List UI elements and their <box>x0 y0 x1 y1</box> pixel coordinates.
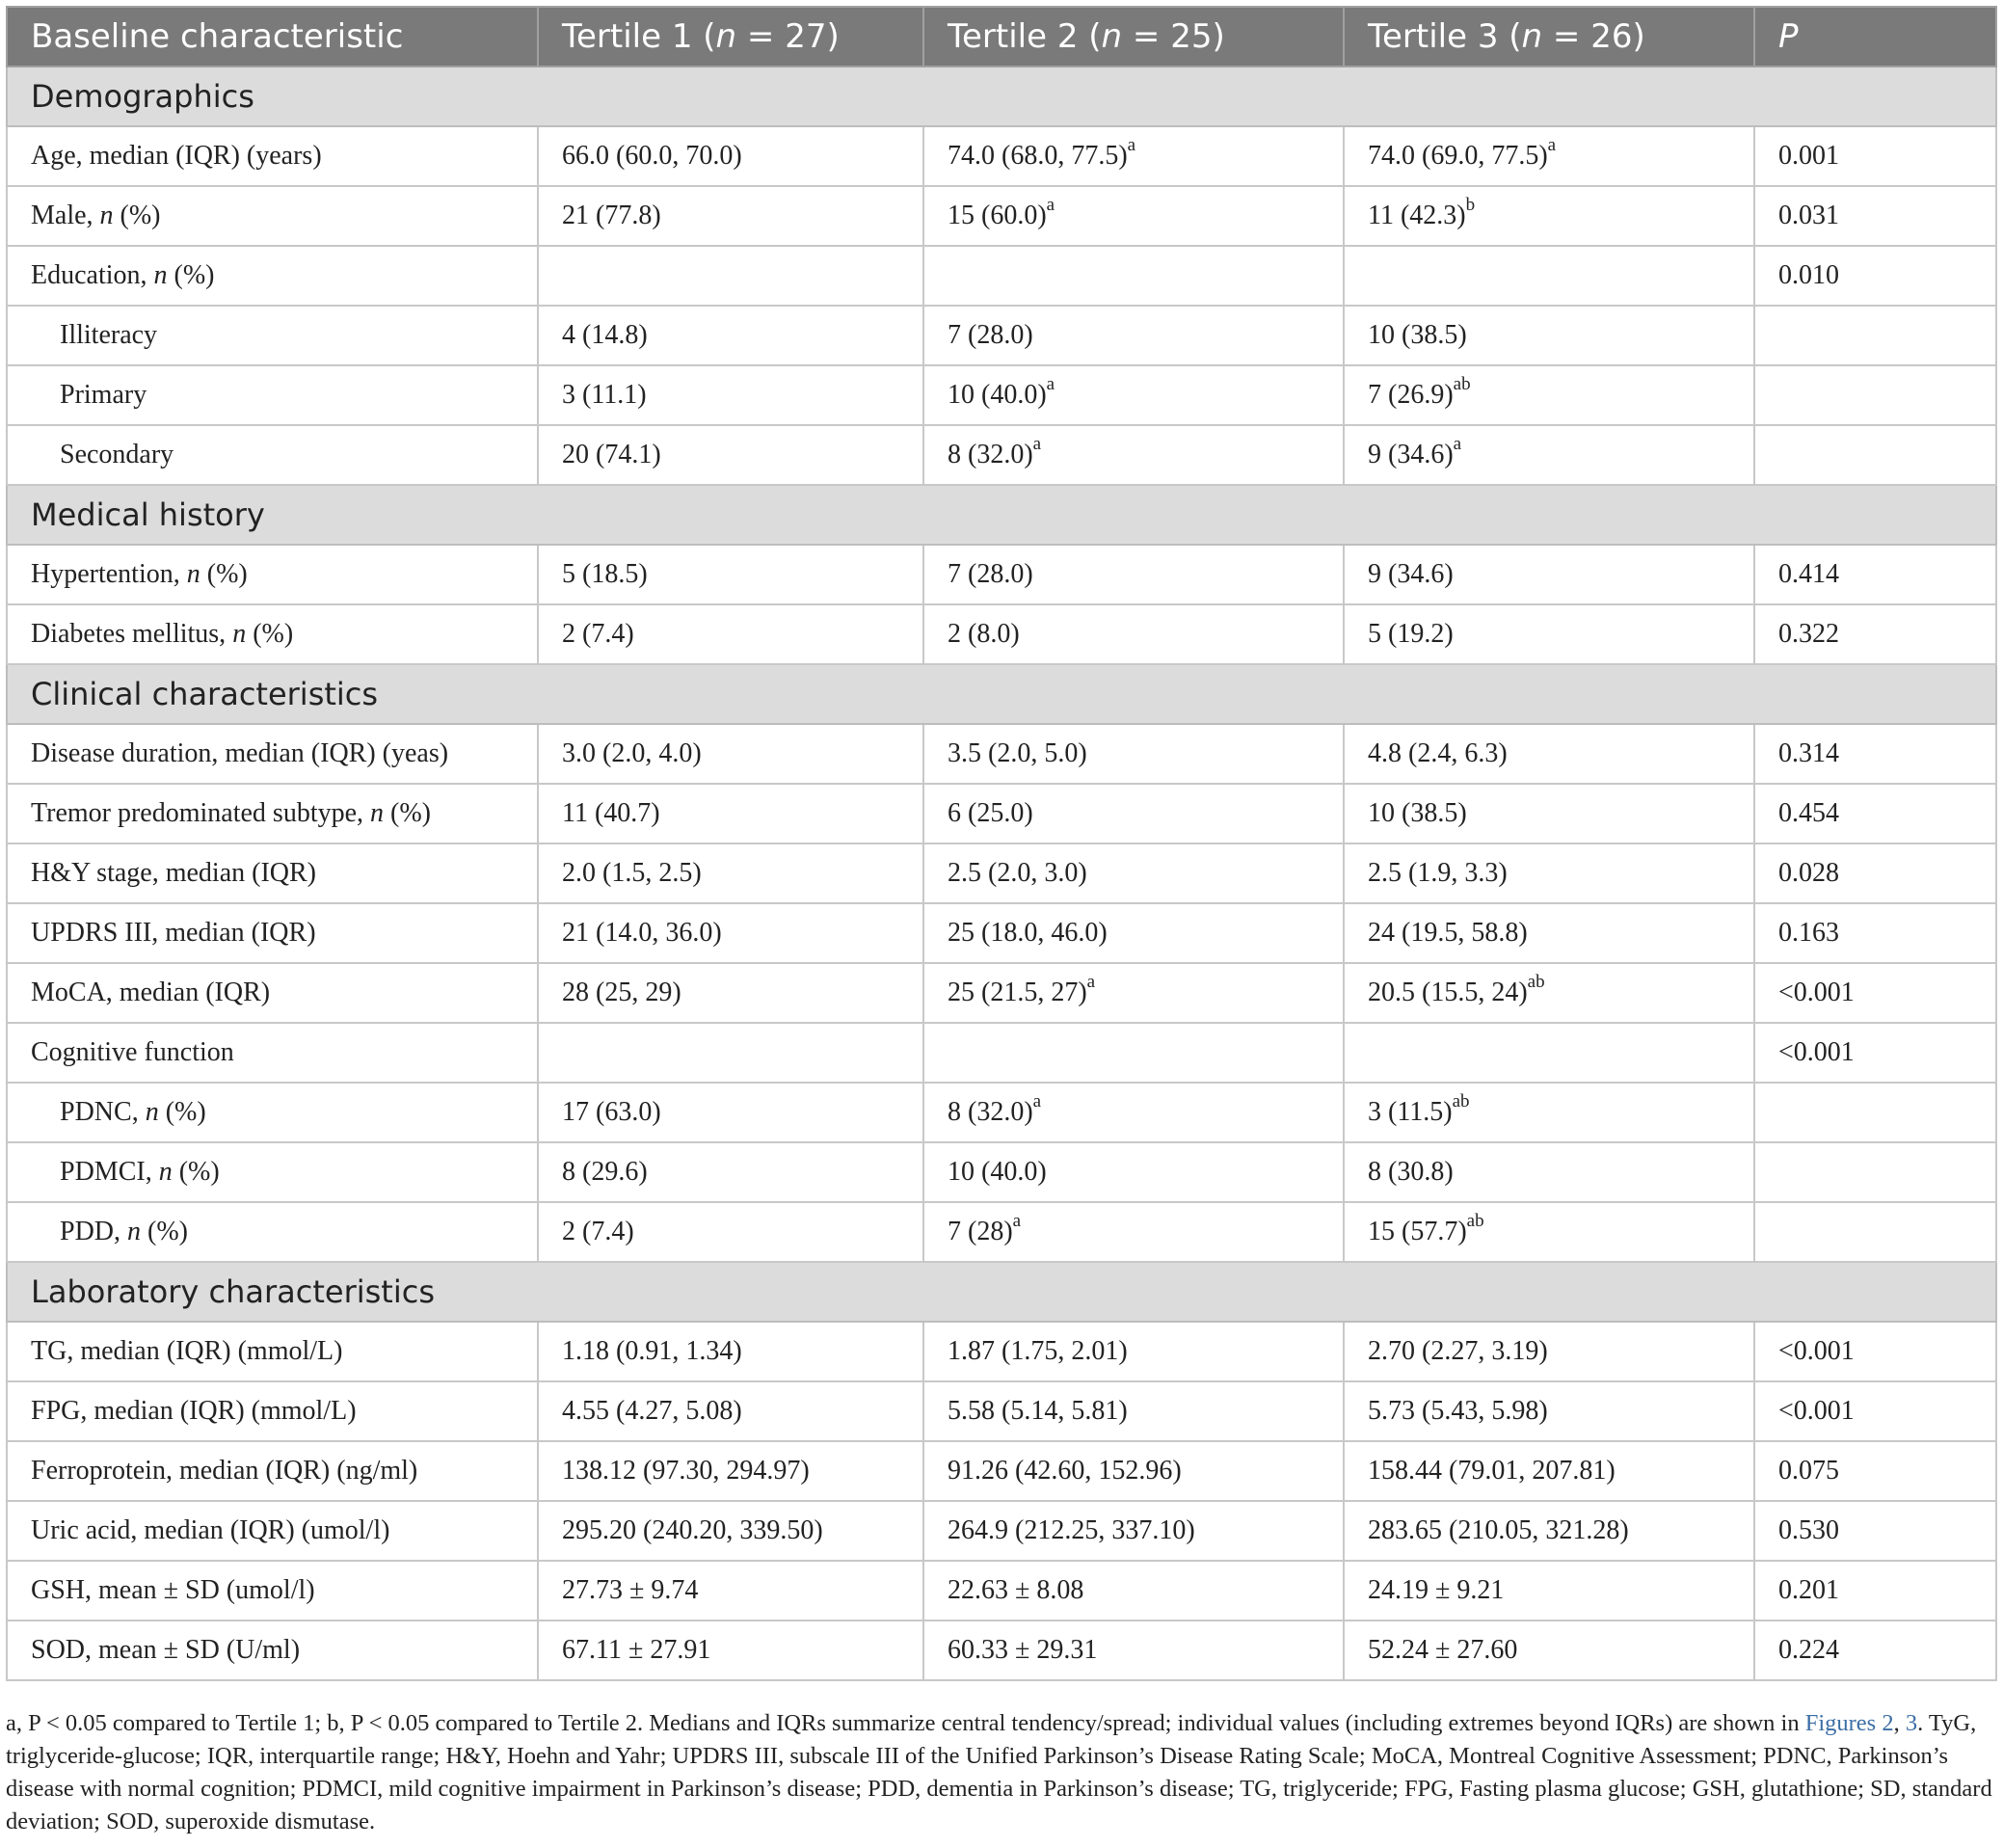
header-tertile-3: Tertile 3 (n = 26) <box>1344 7 1754 67</box>
significance-marker: a <box>1032 433 1042 454</box>
table-container <box>6 6 1995 1681</box>
p-value-cell: 0.075 <box>1754 1441 1996 1501</box>
cell-value: 3 (11.1) <box>562 380 647 410</box>
table-row <box>7 963 1996 1023</box>
cell-value: 8 (32.0) <box>948 440 1033 469</box>
cell-value: 8 (32.0) <box>948 1097 1033 1127</box>
p-value-cell <box>1754 425 1996 485</box>
header-tertile-2: Tertile 2 (n = 25) <box>923 7 1344 67</box>
table-row <box>7 1322 1996 1381</box>
cell-value: 283.65 (210.05, 321.28) <box>1368 1515 1629 1545</box>
row-label: TG, median (IQR) (mmol/L) <box>7 1322 538 1381</box>
tertile-2-cell <box>923 724 1344 784</box>
table-row <box>7 1561 1996 1620</box>
table-row <box>7 1142 1996 1202</box>
p-value-cell: 0.163 <box>1754 903 1996 963</box>
figures-2-link[interactable]: Figures 2 <box>1804 1710 1894 1736</box>
cell-value: 17 (63.0) <box>562 1097 661 1127</box>
row-label: Ferroprotein, median (IQR) (ng/ml) <box>7 1441 538 1501</box>
row-label: Uric acid, median (IQR) (umol/l) <box>7 1501 538 1561</box>
tertile-3-cell <box>1344 724 1754 784</box>
p-value-cell: 0.530 <box>1754 1501 1996 1561</box>
tertile-1-cell <box>538 186 923 246</box>
baseline-characteristics-table <box>6 6 1997 1681</box>
cell-value: 5 (19.2) <box>1368 619 1454 649</box>
significance-marker: a <box>1086 971 1096 992</box>
cell-value: 2 (7.4) <box>562 619 634 649</box>
row-label: Tremor predominated subtype, n (%) <box>7 784 538 844</box>
cell-value: 2.5 (2.0, 3.0) <box>948 858 1087 888</box>
tertile-1-cell <box>538 1501 923 1561</box>
p-value-cell: 0.322 <box>1754 604 1996 664</box>
tertile-1-cell <box>538 306 923 365</box>
table-row <box>7 365 1996 425</box>
cell-value: 10 (38.5) <box>1368 320 1467 350</box>
cell-value: 28 (25, 29) <box>562 978 681 1007</box>
p-value-cell <box>1754 1202 1996 1262</box>
cell-value: 3 (11.5) <box>1368 1097 1453 1127</box>
p-value-cell: 0.010 <box>1754 246 1996 306</box>
tertile-1-cell <box>538 604 923 664</box>
significance-marker: a <box>1453 433 1462 454</box>
tertile-3-cell <box>1344 903 1754 963</box>
row-label: FPG, median (IQR) (mmol/L) <box>7 1381 538 1441</box>
header-p-value: P <box>1754 7 1996 67</box>
p-value-cell <box>1754 1142 1996 1202</box>
table-row <box>7 126 1996 186</box>
row-label: Age, median (IQR) (years) <box>7 126 538 186</box>
tertile-2-cell <box>923 1142 1344 1202</box>
cell-value: 25 (18.0, 46.0) <box>948 918 1108 948</box>
cell-value: 66.0 (60.0, 70.0) <box>562 141 742 171</box>
cell-value: 7 (28.0) <box>948 559 1033 589</box>
tertile-2-cell <box>923 1322 1344 1381</box>
table-row <box>7 246 1996 306</box>
tertile-1-cell <box>538 1620 923 1680</box>
tertile-1-cell <box>538 1142 923 1202</box>
tertile-3-cell <box>1344 1501 1754 1561</box>
cell-value: 2.70 (2.27, 3.19) <box>1368 1336 1548 1366</box>
p-value-cell: 0.201 <box>1754 1561 1996 1620</box>
cell-value: 10 (40.0) <box>948 380 1047 410</box>
tertile-1-cell <box>538 1381 923 1441</box>
cell-value: 8 (30.8) <box>1368 1157 1454 1187</box>
significance-marker: a <box>1012 1210 1022 1231</box>
cell-value: 11 (40.7) <box>562 798 660 828</box>
cell-value: 3.0 (2.0, 4.0) <box>562 738 702 768</box>
cell-value: 4.55 (4.27, 5.08) <box>562 1396 742 1426</box>
cell-value: 4 (14.8) <box>562 320 648 350</box>
tertile-3-cell <box>1344 365 1754 425</box>
section-header-row <box>7 1262 1996 1322</box>
cell-value: 60.33 ± 29.31 <box>948 1635 1098 1665</box>
row-label: Primary <box>7 365 538 425</box>
cell-value: 138.12 (97.30, 294.97) <box>562 1456 810 1486</box>
table-row <box>7 784 1996 844</box>
row-label: SOD, mean ± SD (U/ml) <box>7 1620 538 1680</box>
table-row <box>7 1501 1996 1561</box>
table-row <box>7 1083 1996 1142</box>
tertile-3-cell <box>1344 784 1754 844</box>
cell-value: 5.58 (5.14, 5.81) <box>948 1396 1128 1426</box>
tertile-3-cell <box>1344 1202 1754 1262</box>
tertile-2-cell <box>923 784 1344 844</box>
row-label: PDMCI, n (%) <box>7 1142 538 1202</box>
table-row <box>7 1441 1996 1501</box>
table-footnote <box>6 1707 1995 1838</box>
row-label: H&Y stage, median (IQR) <box>7 844 538 903</box>
tertile-1-cell <box>538 903 923 963</box>
tertile-3-cell <box>1344 306 1754 365</box>
cell-value: 295.20 (240.20, 339.50) <box>562 1515 823 1545</box>
tertile-3-cell <box>1344 186 1754 246</box>
tertile-3-cell <box>1344 425 1754 485</box>
cell-value: 25 (21.5, 27) <box>948 978 1087 1007</box>
section-header-row <box>7 485 1996 545</box>
tertile-2-cell <box>923 844 1344 903</box>
tertile-3-cell <box>1344 1381 1754 1441</box>
figure-3-link[interactable]: 3 <box>1905 1710 1918 1736</box>
tertile-1-cell <box>538 1322 923 1381</box>
row-label: UPDRS III, median (IQR) <box>7 903 538 963</box>
tertile-3-cell <box>1344 1441 1754 1501</box>
tertile-2-cell <box>923 1202 1344 1262</box>
cell-value: 2 (7.4) <box>562 1217 634 1246</box>
tertile-3-cell <box>1344 545 1754 604</box>
cell-value: 67.11 ± 27.91 <box>562 1635 711 1665</box>
cell-value: 8 (29.6) <box>562 1157 648 1187</box>
cell-value: 11 (42.3) <box>1368 201 1466 230</box>
section-title: Clinical characteristics <box>7 664 1996 724</box>
cell-value: 264.9 (212.25, 337.10) <box>948 1515 1195 1545</box>
tertile-3-cell <box>1344 1083 1754 1142</box>
tertile-1-cell <box>538 126 923 186</box>
tertile-3-cell <box>1344 1620 1754 1680</box>
tertile-1-cell <box>538 963 923 1023</box>
cell-value: 4.8 (2.4, 6.3) <box>1368 738 1508 768</box>
cell-value: 2 (8.0) <box>948 619 1020 649</box>
cell-value: 5 (18.5) <box>562 559 648 589</box>
significance-marker: ab <box>1527 971 1545 992</box>
tertile-3-cell <box>1344 1322 1754 1381</box>
tertile-2-cell <box>923 126 1344 186</box>
cell-value: 7 (28) <box>948 1217 1013 1246</box>
row-label: Diabetes mellitus, n (%) <box>7 604 538 664</box>
significance-marker: a <box>1127 134 1136 155</box>
table-row <box>7 1620 1996 1680</box>
tertile-1-cell <box>538 425 923 485</box>
table-row <box>7 604 1996 664</box>
table-row <box>7 1202 1996 1262</box>
row-label: PDNC, n (%) <box>7 1083 538 1142</box>
row-label: Disease duration, median (IQR) (yeas) <box>7 724 538 784</box>
cell-value: 74.0 (68.0, 77.5) <box>948 141 1128 171</box>
tertile-3-cell <box>1344 1142 1754 1202</box>
cell-value: 5.73 (5.43, 5.98) <box>1368 1396 1548 1426</box>
significance-marker: a <box>1547 134 1557 155</box>
row-label: Education, n (%) <box>7 246 538 306</box>
cell-value: 7 (28.0) <box>948 320 1033 350</box>
section-title: Medical history <box>7 485 1996 545</box>
p-value-cell: <0.001 <box>1754 963 1996 1023</box>
cell-value: 20 (74.1) <box>562 440 661 469</box>
tertile-1-cell <box>538 545 923 604</box>
cell-value: 22.63 ± 8.08 <box>948 1575 1084 1605</box>
cell-value: 1.87 (1.75, 2.01) <box>948 1336 1128 1366</box>
tertile-1-cell <box>538 724 923 784</box>
tertile-2-cell <box>923 246 1344 306</box>
cell-value: 7 (26.9) <box>1368 380 1454 410</box>
p-value-cell: 0.001 <box>1754 126 1996 186</box>
tertile-2-cell <box>923 903 1344 963</box>
p-value-cell: 0.414 <box>1754 545 1996 604</box>
p-value-cell: 0.224 <box>1754 1620 1996 1680</box>
tertile-2-cell <box>923 365 1344 425</box>
cell-value: 1.18 (0.91, 1.34) <box>562 1336 742 1366</box>
table-row <box>7 844 1996 903</box>
tertile-2-cell <box>923 1441 1344 1501</box>
tertile-3-cell <box>1344 604 1754 664</box>
table-row <box>7 186 1996 246</box>
tertile-2-cell <box>923 1501 1344 1561</box>
cell-value: 2.0 (1.5, 2.5) <box>562 858 702 888</box>
row-label: GSH, mean ± SD (umol/l) <box>7 1561 538 1620</box>
tertile-1-cell <box>538 1561 923 1620</box>
p-value-cell: 0.314 <box>1754 724 1996 784</box>
footnote-text-1: a, P < 0.05 compared to Tertile 1; b, P < 0.05 compared to Tertile 2. Medians and IQRs summarize central tendency/spread; individual values (including extremes beyond IQRs) are shown in <box>6 1710 1805 1736</box>
table-row <box>7 1381 1996 1441</box>
tertile-1-cell <box>538 365 923 425</box>
p-value-cell: <0.001 <box>1754 1381 1996 1441</box>
cell-value: 74.0 (69.0, 77.5) <box>1368 141 1548 171</box>
footnote-text-2: . TyG, triglyceride-glucose; IQR, interquartile range; H&Y, Hoehn and Yahr; UPDRS III, subscale III of the Unified Parkinson’s Disease Rating Scale; MoCA, Montreal Cognitive Assessment; PDNC, Parkinson’s disease with normal cognition; PDMCI, mild cognitive impairment in Parkinson’s disease; PDD, dementia in Parkinson’s disease; TG, triglyceride; FPG, Fasting plasma glucose; GSH, glutathione; SD, standard deviation; SOD, superoxide dismutase. <box>6 1710 1992 1835</box>
tertile-2-cell <box>923 1083 1344 1142</box>
table-row <box>7 425 1996 485</box>
cell-value: 21 (77.8) <box>562 201 661 230</box>
cell-value: 9 (34.6) <box>1368 440 1454 469</box>
significance-marker: b <box>1465 194 1476 215</box>
tertile-3-cell <box>1344 246 1754 306</box>
p-value-cell: <0.001 <box>1754 1023 1996 1083</box>
cell-value: 15 (60.0) <box>948 201 1047 230</box>
cell-value: 21 (14.0, 36.0) <box>562 918 722 948</box>
tertile-1-cell <box>538 844 923 903</box>
cell-value: 10 (40.0) <box>948 1157 1047 1187</box>
header-baseline-characteristic: Baseline characteristic <box>7 7 538 67</box>
tertile-2-cell <box>923 1561 1344 1620</box>
cell-value: 24.19 ± 9.21 <box>1368 1575 1505 1605</box>
table-row <box>7 545 1996 604</box>
section-header-row <box>7 664 1996 724</box>
table-row <box>7 306 1996 365</box>
p-value-cell <box>1754 365 1996 425</box>
p-value-cell: <0.001 <box>1754 1322 1996 1381</box>
tertile-1-cell <box>538 784 923 844</box>
tertile-3-cell <box>1344 1561 1754 1620</box>
tertile-2-cell <box>923 186 1344 246</box>
row-label: Cognitive function <box>7 1023 538 1083</box>
p-value-cell: 0.031 <box>1754 186 1996 246</box>
p-value-cell: 0.454 <box>1754 784 1996 844</box>
tertile-2-cell <box>923 425 1344 485</box>
header-tertile-1: Tertile 1 (n = 27) <box>538 7 923 67</box>
row-label: Male, n (%) <box>7 186 538 246</box>
significance-marker: a <box>1046 194 1055 215</box>
table-row <box>7 903 1996 963</box>
cell-value: 158.44 (79.01, 207.81) <box>1368 1456 1616 1486</box>
cell-value: 6 (25.0) <box>948 798 1033 828</box>
p-value-cell <box>1754 306 1996 365</box>
table-row <box>7 724 1996 784</box>
row-label: Illiteracy <box>7 306 538 365</box>
tertile-2-cell <box>923 545 1344 604</box>
table-row <box>7 1023 1996 1083</box>
p-value-cell: 0.028 <box>1754 844 1996 903</box>
tertile-2-cell <box>923 1620 1344 1680</box>
tertile-1-cell <box>538 1441 923 1501</box>
cell-value: 27.73 ± 9.74 <box>562 1575 699 1605</box>
tertile-2-cell <box>923 604 1344 664</box>
significance-marker: a <box>1046 373 1055 394</box>
row-label: Hypertention, n (%) <box>7 545 538 604</box>
cell-value: 24 (19.5, 58.8) <box>1368 918 1528 948</box>
cell-value: 20.5 (15.5, 24) <box>1368 978 1528 1007</box>
footnote-separator: , <box>1893 1710 1906 1736</box>
cell-value: 2.5 (1.9, 3.3) <box>1368 858 1508 888</box>
tertile-2-cell <box>923 1381 1344 1441</box>
p-value-cell <box>1754 1083 1996 1142</box>
tertile-3-cell <box>1344 963 1754 1023</box>
tertile-1-cell <box>538 246 923 306</box>
section-header-row <box>7 67 1996 126</box>
cell-value: 9 (34.6) <box>1368 559 1454 589</box>
tertile-3-cell <box>1344 1023 1754 1083</box>
section-title: Demographics <box>7 67 1996 126</box>
significance-marker: a <box>1032 1090 1042 1111</box>
row-label: Secondary <box>7 425 538 485</box>
tertile-1-cell <box>538 1083 923 1142</box>
section-title: Laboratory characteristics <box>7 1262 1996 1322</box>
tertile-3-cell <box>1344 844 1754 903</box>
tertile-2-cell <box>923 963 1344 1023</box>
tertile-1-cell <box>538 1202 923 1262</box>
cell-value: 91.26 (42.60, 152.96) <box>948 1456 1182 1486</box>
row-label: MoCA, median (IQR) <box>7 963 538 1023</box>
significance-marker: ab <box>1453 373 1471 394</box>
row-label: PDD, n (%) <box>7 1202 538 1262</box>
significance-marker: ab <box>1466 1210 1484 1231</box>
header-row <box>7 7 1996 67</box>
significance-marker: ab <box>1452 1090 1470 1111</box>
tertile-3-cell <box>1344 126 1754 186</box>
cell-value: 3.5 (2.0, 5.0) <box>948 738 1087 768</box>
cell-value: 10 (38.5) <box>1368 798 1467 828</box>
cell-value: 52.24 ± 27.60 <box>1368 1635 1518 1665</box>
cell-value: 15 (57.7) <box>1368 1217 1467 1246</box>
tertile-2-cell <box>923 1023 1344 1083</box>
tertile-1-cell <box>538 1023 923 1083</box>
tertile-2-cell <box>923 306 1344 365</box>
